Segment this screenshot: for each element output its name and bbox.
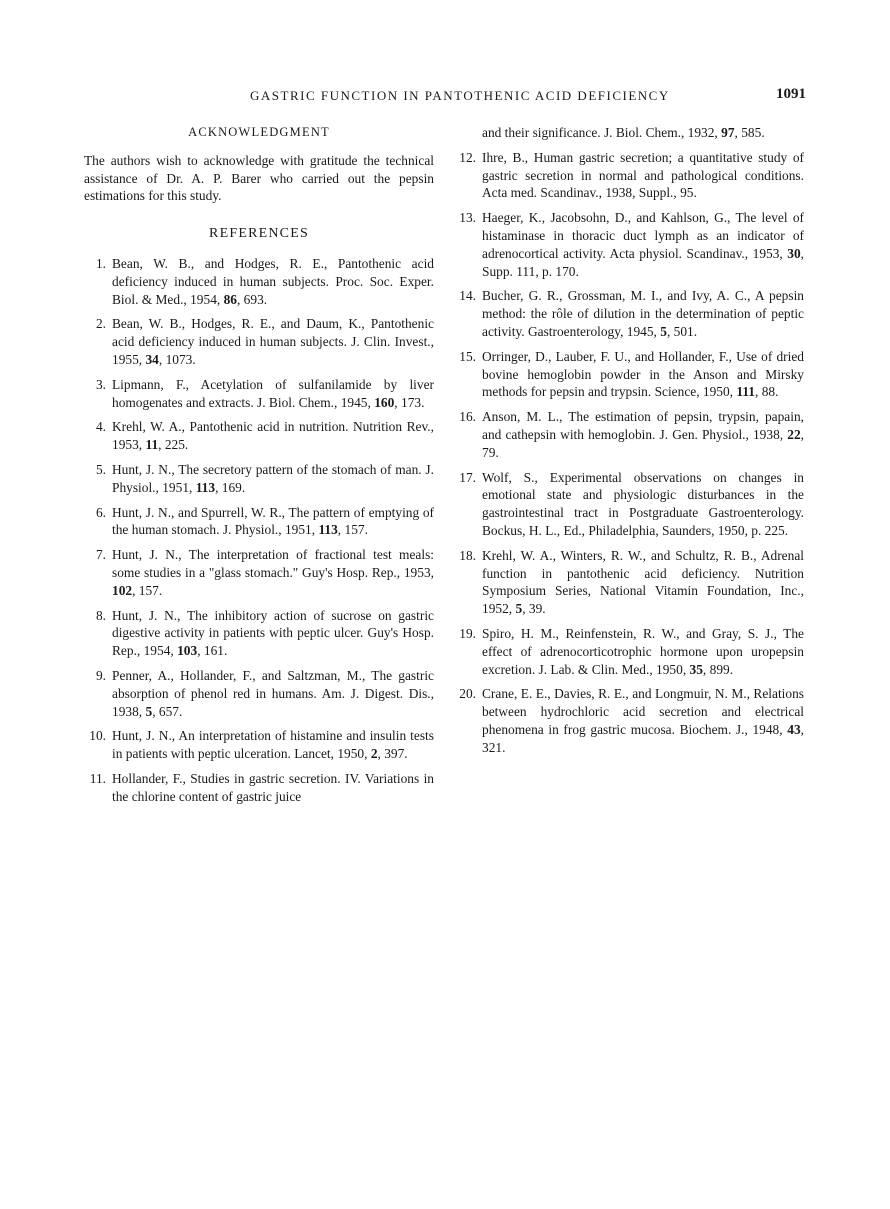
reference-item [454,685,804,756]
reference-number: 12. [459,149,476,165]
reference-text-post: , 79. [482,426,804,460]
reference-text-post: , Supp. 111, p. 170. [482,245,804,279]
reference-volume: 5 [660,323,667,339]
reference-text [112,376,434,412]
reference-volume: 86 [223,291,237,307]
right-column [454,124,804,764]
reference-number: 1. [95,255,106,271]
reference-text-pre: Spiro, H. M., Reinfenstein, R. W., and Gray, S. J., The effect of adrenocorticotrophic hormone upon uropepsin excretion. J. Lab. & Clin. Med., 1950, [482,625,804,677]
reference-text-post: , 88. [755,384,779,400]
reference-text-post: , 501. [666,323,698,339]
reference-volume: 22 [787,426,801,442]
reference-text-pre: Krehl, W. A., Winters, R. W., and Schultz, R. B., Adrenal function in pantothenic acid deficiency. Nutrition Symposium Series, National Vitamin Foundation, Inc., 1952, [482,547,804,617]
reference-text-pre: Lipmann, F., Acetylation of sulfanilamide by liver homogenates and extracts. J. Biol. Chem., 1945, [112,376,434,410]
reference-text [482,408,804,461]
acknowledgment-heading: ACKNOWLEDGMENT [188,125,330,139]
reference-volume: 30 [787,245,801,261]
reference-text-pre: Hunt, J. N., and Spurrell, W. R., The pattern of emptying of the human stomach. J. Physiol., 1951, [112,504,434,538]
reference-list-left [84,255,434,806]
reference-volume: 5 [145,703,153,719]
reference-text-pre: Bean, W. B., and Hodges, R. E., Pantothenic acid deficiency induced in human subjects. Proc. Soc. Exper. Biol. & Med., 1954, [112,255,434,307]
reference-number: 19. [459,625,476,641]
references-heading: REFERENCES [209,226,309,242]
reference-text-pre: Hunt, J. N., An interpretation of histamine and insulin tests in patients with peptic ulceration. Lancet, 1950, [112,728,434,762]
reference-list-right [454,149,804,757]
reference-text [482,469,804,540]
reference-text-pre: Orringer, D., Lauber, F. U., and Hollander, F., Use of dried bovine hemoglobin powder in the Anson and Mirsky methods for pepsin and trypsin. Science, 1950, [482,348,804,400]
reference-item [84,727,434,763]
reference-text-pre: Bean, W. B., Hodges, R. E., and Daum, K., Pantothenic acid deficiency induced in human subjects. J. Clin. Invest., 1955, [112,316,434,367]
reference-text [112,461,434,497]
reference-volume: 111 [736,384,755,400]
reference-number: 16. [459,409,476,425]
reference-item [84,376,434,412]
reference-text-post: , 657. [152,703,183,719]
reference-text [482,547,804,618]
reference-text-pre: Krehl, W. A., Pantothenic acid in nutrition. Nutrition Rev., 1953, [112,419,434,453]
reference-item [454,149,804,202]
reference-number: 7. [95,547,106,563]
reference-volume: 113 [195,479,216,495]
reference-11-continuation [454,124,804,142]
reference-text-pre: Wolf, S., Experimental observations on changes in emotional state and physiologic disturbances in the gastrointestinal tract in Postgraduate Gastroenterology. Bockus, H. L., Ed., Philadelphia, Saunders, 1950, p. 225. [482,469,804,538]
reference-volume: 160 [374,394,395,410]
reference-text [112,504,434,540]
acknowledgment-text: The authors wish to acknowledge with gratitude the technical assistance of Dr. A. P. Barer who carried out the pepsin estimations for this study. [84,152,434,204]
reference-number: 18. [459,547,476,563]
reference-volume: 11 [145,437,159,453]
reference-text-post: , 169. [215,479,246,495]
reference-volume: 43 [787,721,801,737]
reference-text-post: , 693. [236,291,268,307]
reference-item [84,607,434,660]
reference-item [454,348,804,401]
reference-number: 8. [95,607,106,623]
left-column [84,124,434,813]
reference-text-pre: Hollander, F., Studies in gastric secretion. IV. Variations in the chlorine content of gastric juice [112,770,434,804]
reference-item [84,461,434,497]
reference-number: 3. [95,376,106,392]
reference-text [112,607,434,660]
reference-item [84,667,434,720]
reference-text [112,770,434,806]
reference-item [84,255,434,308]
reference-number: 13. [459,210,476,226]
reference-number: 15. [459,348,476,364]
reference-item [84,546,434,599]
reference-text [112,418,434,454]
reference-text-post: , 173. [394,394,425,410]
reference-number: 17. [459,469,476,485]
reference-text-pre: Haeger, K., Jacobsohn, D., and Kahlson, G., The level of histaminase in thoracic duct lymph as an indicator of adrenocortical activity. Acta physiol. Scandinav., 1953, [482,210,804,261]
reference-text-post: , 39. [522,601,546,617]
reference-text [482,287,804,340]
reference-number: 9. [95,667,106,683]
reference-volume: 102 [112,582,133,598]
reference-item [454,469,804,540]
reference-volume: 5 [515,601,523,617]
reference-volume: 113 [318,522,338,538]
running-title: GASTRIC FUNCTION IN PANTOTHENIC ACID DEFICIENCY [250,88,670,103]
reference-number: 14. [459,288,476,304]
reference-volume: 97 [721,125,735,140]
reference-item [84,418,434,454]
reference-number: 4. [95,419,106,435]
reference-text-pre: Hunt, J. N., The inhibitory action of sucrose on gastric digestive activity in patients with peptic ulcer. Guy's Hosp. Rep., 1954, [112,607,434,659]
reference-number: 10. [89,728,106,744]
reference-text-post: , 585. [734,125,765,140]
reference-text [112,255,434,308]
reference-text [112,546,434,599]
reference-item [454,408,804,461]
reference-number: 2. [95,316,106,332]
reference-text-post: , 899. [702,661,734,677]
reference-item [454,625,804,678]
reference-text [482,685,804,756]
reference-number: 5. [95,461,106,477]
reference-text [112,727,434,763]
reference-text-pre: Hunt, J. N., The interpretation of fractional test meals: some studies in a "glass stomach." Guy's Hosp. Rep., 1953, [112,547,434,580]
reference-text [112,315,434,368]
page-number: 1091 [776,86,806,102]
reference-text-pre: Crane, E. E., Davies, R. E., and Longmuir, N. M., Relations between hydrochloric acid secretion and electrical phenomena in frog gastric mucosa. Biochem. J., 1948, [482,686,804,737]
reference-text [482,348,804,401]
reference-text-pre: Anson, M. L., The estimation of pepsin, trypsin, papain, and cathepsin with hemoglobin. J. Gen. Physiol., 1938, [482,409,804,442]
reference-item [454,287,804,340]
reference-item [84,504,434,540]
reference-text-pre: Bucher, G. R., Grossman, M. I., and Ivy, A. C., A pepsin method: the rôle of dilution in the determination of peptic activity. Gastroenterology, 1945, [482,288,804,339]
reference-text [112,667,434,720]
reference-item [84,770,434,806]
reference-text-post: , 157. [337,522,368,538]
reference-item [84,315,434,368]
reference-text-pre: Penner, A., Hollander, F., and Saltzman, M., The gastric absorption of phenol red in humans. Am. J. Digest. Dis., 1938, [112,667,434,719]
reference-text-post: , 321. [482,721,804,755]
reference-text [482,149,804,202]
reference-text-pre: and their significance. J. Biol. Chem., 1932, [482,125,722,140]
reference-item [454,209,804,280]
reference-text-post: , 397. [377,746,408,762]
reference-text [482,625,804,678]
reference-text-post: , 157. [132,582,163,598]
reference-number: 20. [459,686,476,702]
reference-text-post: , 1073. [158,351,196,367]
reference-text-post: , 225. [158,437,189,453]
reference-number: 11. [89,770,106,786]
reference-text [482,209,804,280]
reference-text-post: , 161. [197,643,228,659]
reference-volume: 2 [370,746,378,762]
reference-volume: 34 [145,351,159,367]
reference-text-pre: Ihre, B., Human gastric secretion; a quantitative study of gastric secretion in normal and pathological conditions. Acta med. Scandinav., 1938, Suppl., 95. [482,149,804,201]
reference-text-pre: Hunt, J. N., The secretory pattern of the stomach of man. J. Physiol., 1951, [112,461,434,495]
reference-volume: 35 [689,661,703,677]
reference-volume: 103 [177,643,198,659]
reference-item [454,547,804,618]
reference-number: 6. [95,504,106,520]
